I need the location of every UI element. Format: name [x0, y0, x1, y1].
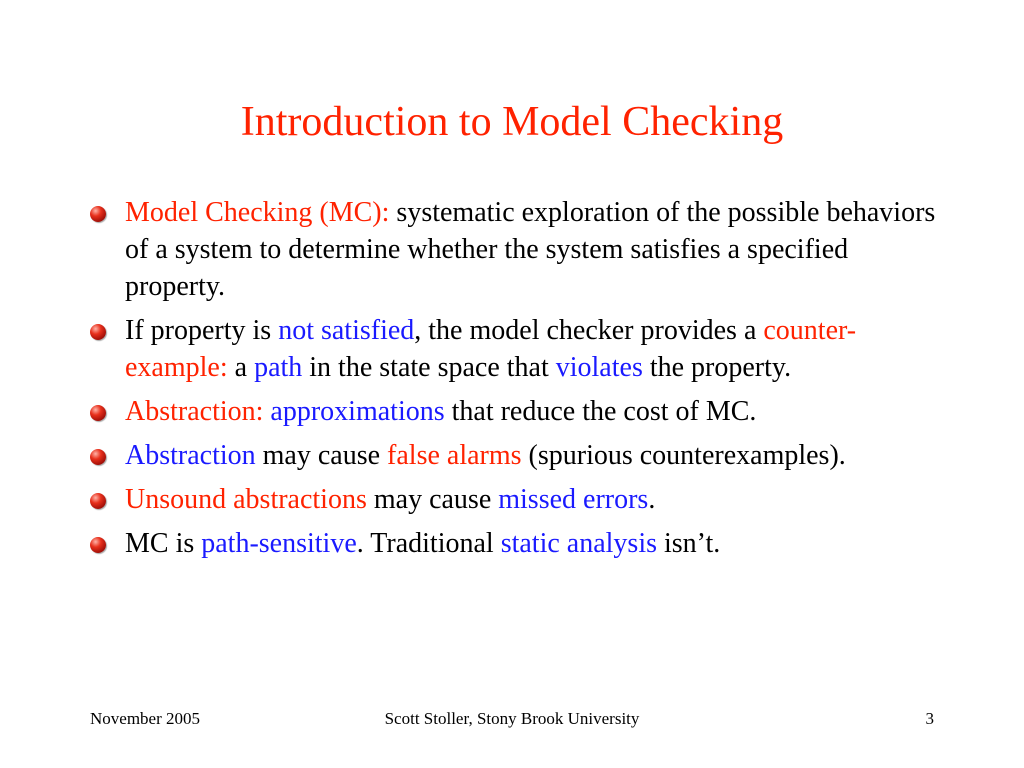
footer-author: Scott Stoller, Stony Brook University	[384, 709, 640, 728]
bullet-text: If property is	[125, 315, 279, 346]
term-model-checking: Model Checking (MC):	[125, 197, 390, 228]
term-violates: violates	[555, 352, 643, 383]
bullet-text: isn’t.	[657, 528, 721, 559]
bullet-item-path-sensitive	[90, 525, 950, 562]
red-sphere-bullet-icon	[90, 405, 106, 421]
term-unsound-abstractions: Unsound abstractions	[125, 484, 367, 515]
bullet-text: . Traditional	[356, 528, 501, 559]
bullet-item-false-alarms	[90, 437, 950, 474]
bullet-list	[90, 194, 950, 569]
term-abstraction: Abstraction:	[125, 396, 264, 427]
term-abstraction-blue: Abstraction	[125, 440, 256, 471]
bullet-text: systematic exploration of the possible behaviors of a system to determine whether the system satisfies a specified property.	[125, 197, 936, 302]
bullet-item-unsound-abstractions	[90, 481, 950, 518]
bullet-text: .	[648, 484, 656, 515]
bullet-text: the property.	[642, 352, 792, 383]
red-sphere-bullet-icon	[90, 493, 106, 509]
term-static-analysis: static analysis	[500, 528, 657, 559]
bullet-text: MC is	[125, 528, 202, 559]
bullet-text: may cause	[366, 484, 499, 515]
term-not-satisfied: not satisfied	[278, 315, 415, 346]
footer-date: November 2005	[90, 709, 201, 728]
bullet-item-model-checking	[90, 194, 950, 305]
term-false-alarms: false alarms	[387, 440, 522, 471]
term-counter-example: counter-example:	[125, 315, 857, 383]
bullet-item-counterexample	[90, 312, 950, 386]
bullet-text: that reduce the cost of MC.	[444, 396, 757, 427]
term-approximations: approximations	[270, 396, 445, 427]
bullet-text: may cause	[255, 440, 388, 471]
term-missed-errors: missed errors	[498, 484, 649, 515]
bullet-text: in the state space that	[302, 352, 556, 383]
red-sphere-bullet-icon	[90, 324, 106, 340]
bullet-text: a	[227, 352, 255, 383]
red-sphere-bullet-icon	[90, 449, 106, 465]
bullet-item-abstraction	[90, 393, 950, 430]
bullet-text: , the model checker provides a	[414, 315, 764, 346]
term-path-sensitive: path-sensitive	[201, 528, 357, 559]
term-path: path	[254, 352, 303, 383]
bullet-text: (spurious counterexamples).	[521, 440, 846, 471]
slide-title: Introduction to Model Checking	[240, 99, 784, 145]
footer-page-number: 3	[925, 709, 934, 728]
red-sphere-bullet-icon	[90, 206, 106, 222]
red-sphere-bullet-icon	[90, 537, 106, 553]
